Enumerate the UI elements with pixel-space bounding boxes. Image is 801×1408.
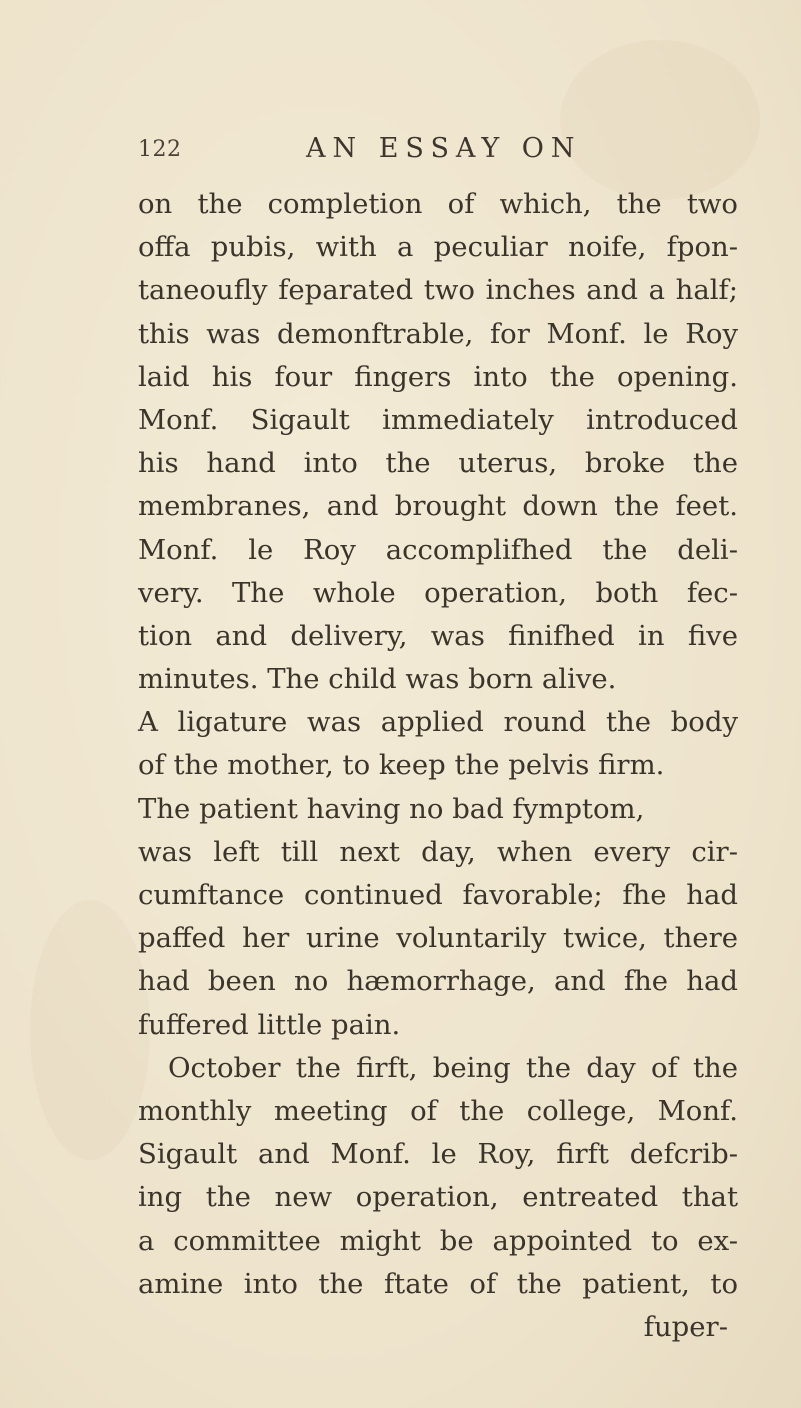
- body-text: [138, 183, 738, 1349]
- running-title: AN ESSAY ON: [306, 133, 582, 164]
- paper-stain: [560, 40, 760, 200]
- paper-stain: [30, 900, 150, 1160]
- text-line: paffed her urine voluntarily twice, there: [138, 922, 738, 955]
- text-line: on the completion of which, the two: [138, 188, 738, 220]
- text-line: Monf. Sigault immediately introduced: [138, 403, 738, 436]
- text-line: his hand into the uterus, broke the: [138, 447, 738, 480]
- text-line: membranes, and brought down the feet.: [138, 490, 738, 523]
- text-line: was left till next day, when every cir-: [138, 835, 738, 868]
- text-line: cumftance continued favorable; fhe had: [138, 879, 738, 911]
- text-line: very. The whole operation, both fec-: [138, 576, 738, 609]
- page-header: [138, 133, 638, 169]
- text-line: offa pubis, with a peculiar noife, fpon-: [138, 231, 738, 264]
- text-line: minutes. The child was born alive.: [138, 663, 617, 696]
- text-line: taneoufly feparated two inches and a half;: [138, 274, 738, 307]
- text-line: A ligature was applied round the body: [138, 706, 738, 739]
- text-line: ing the new operation, entreated that: [138, 1181, 738, 1214]
- page-number: 122: [138, 137, 182, 162]
- text-line: fuffered little pain.: [138, 1008, 401, 1041]
- text-line: laid his four fingers into the opening.: [138, 360, 738, 393]
- text-line: The patient having no bad fymptom,: [138, 792, 645, 825]
- text-line: Sigault and Monf. le Roy, firft defcrib-: [138, 1138, 738, 1171]
- text-line: tion and delivery, was finifhed in five: [138, 619, 738, 652]
- text-line: this was demonftrable, for Monf. le Roy: [138, 317, 738, 350]
- text-line: October the firft, being the day of the: [168, 1051, 738, 1084]
- text-line: a committee might be appointed to ex-: [138, 1224, 738, 1257]
- text-line: amine into the ftate of the patient, to: [138, 1267, 738, 1300]
- text-line: Monf. le Roy accomplifhed the deli-: [138, 533, 738, 566]
- text-line: monthly meeting of the college, Monf.: [138, 1094, 738, 1127]
- text-line: of the mother, to keep the pelvis firm.: [138, 749, 665, 782]
- text-line: had been no hæmorrhage, and fhe had: [138, 965, 738, 998]
- catchword: fuper-: [643, 1310, 728, 1343]
